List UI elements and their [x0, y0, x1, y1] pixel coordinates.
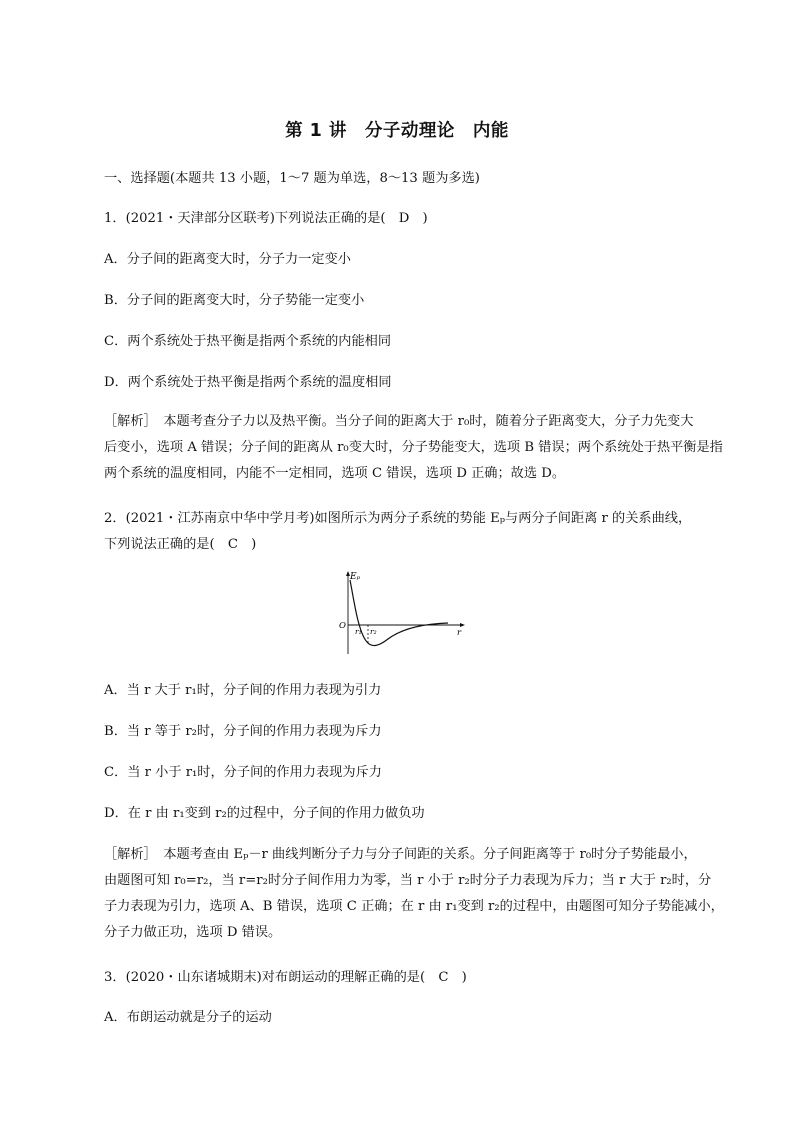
origin-label: O — [339, 621, 346, 631]
question-1-option-b: B．分子间的距离变大时，分子势能一定变小 — [104, 293, 365, 308]
question-2-option-a: A．当 r 大于 r₁时，分子间的作用力表现为引力 — [104, 683, 382, 698]
question-1-option-d: D．两个系统处于热平衡是指两个系统的温度相同 — [104, 375, 392, 390]
x-axis-label: r — [457, 628, 462, 638]
question-2-option-d: D．在 r 由 r₁变到 r₂的过程中，分子间的作用力做负功 — [104, 806, 425, 821]
question-2-option-b: B．当 r 等于 r₂时，分子间的作用力表现为斥力 — [104, 724, 382, 739]
question-2-stem-line-2: 下列说法正确的是( C ) — [104, 537, 257, 552]
question-3-option-a: A．布朗运动就是分子的运动 — [104, 1010, 272, 1025]
question-1-analysis-line-1: ［解析］ 本题考查分子力以及热平衡。当分子间的距离大于 r₀时，随着分子距离变大，分子力先变大 — [104, 414, 694, 429]
potential-energy-curve — [350, 580, 448, 646]
r1-label: r₁ — [355, 627, 362, 636]
x-axis-arrow — [460, 623, 465, 627]
y-axis-label: Eₚ — [350, 572, 361, 582]
question-2-analysis-line-2: 由题图可知 r₀=r₂，当 r=r₂时分子间作用力为零，当 r 小于 r₂时分子力表现为斥力；当 r 大于 r₂时，分 — [104, 873, 712, 888]
question-3-stem: 3．(2020・山东诸城期末)对布朗运动的理解正确的是( C ) — [104, 970, 467, 985]
question-1-stem: 1．(2021・天津部分区联考)下列说法正确的是( D ) — [104, 211, 428, 226]
potential-energy-curve-figure — [338, 570, 468, 656]
question-2-analysis-line-4: 分子力做正功，选项 D 错误。 — [104, 925, 282, 940]
question-1-option-a: A．分子间的距离变大时，分子力一定变小 — [104, 252, 351, 267]
question-2-analysis-line-1: ［解析］ 本题考查由 Eₚ－r 曲线判断分子力与分子间距的关系。分子间距离等于 r₀时分子势能最小， — [104, 847, 697, 862]
question-1-option-c: C．两个系统处于热平衡是指两个系统的内能相同 — [104, 334, 392, 349]
question-2-analysis-line-3: 子力表现为引力，选项 A、B 错误，选项 C 正确；在 r 由 r₁变到 r₂的过程中，由题图可知分子势能减小， — [104, 899, 724, 914]
page-title: 第 1 讲 分子动理论 内能 — [285, 121, 509, 141]
question-2-option-c: C．当 r 小于 r₁时，分子间的作用力表现为斥力 — [104, 765, 382, 780]
r2-label: r₂ — [370, 627, 377, 636]
question-1-analysis-line-3: 两个系统的温度相同，内能不一定相同，选项 C 错误，选项 D 正确；故选 D。 — [104, 466, 566, 481]
question-2-stem-line-1: 2．(2021・江苏南京中华中学月考)如图所示为两分子系统的势能 Eₚ与两分子间距离 r 的关系曲线， — [104, 511, 692, 526]
question-1-analysis-line-2: 后变小，选项 A 错误；分子间的距离从 r₀变大时，分子势能变大，选项 B 错误；两个系统处于热平衡是指 — [104, 440, 723, 455]
section-heading: 一、选择题(本题共 13 小题，1～7 题为单选，8～13 题为多选) — [104, 171, 480, 186]
